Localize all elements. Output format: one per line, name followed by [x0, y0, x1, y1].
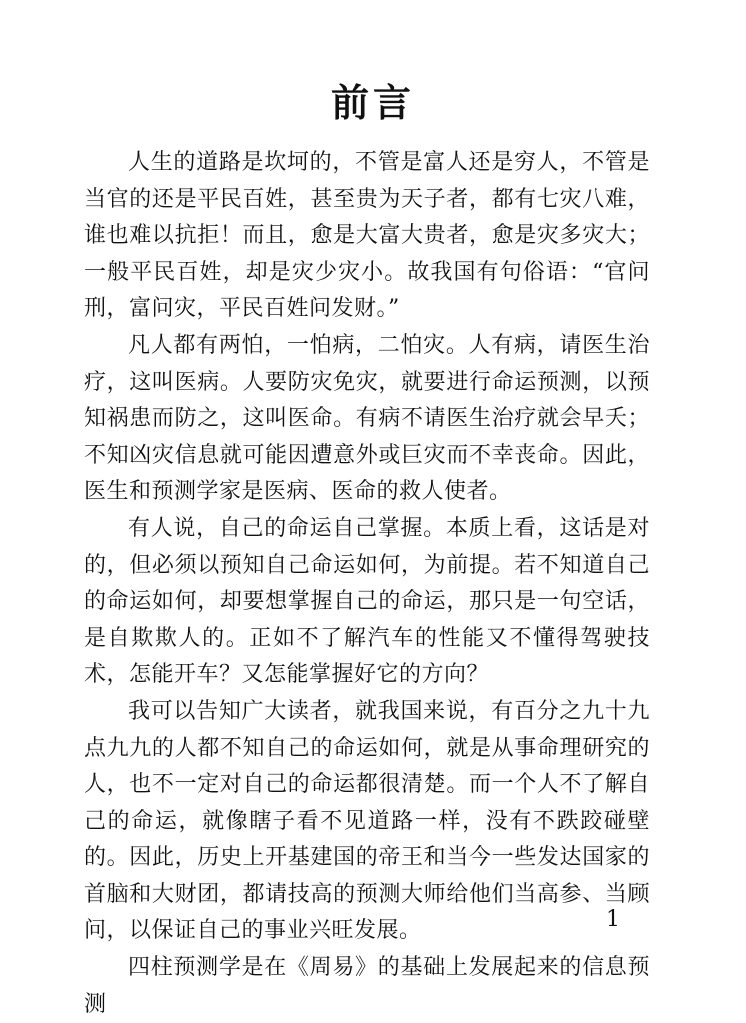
page-title: 前言 — [330, 81, 415, 125]
paragraph-5: 四柱预测学是在《周易》的基础上发展起来的信息预测 — [84, 955, 650, 1017]
page-number: 1 — [606, 907, 620, 932]
paragraph-4: 我可以告知广大读者，就我国来说，有百分之九十九点九九的人都不知自己的命运如何，就是从事命理研究的人，也不一定对自己的命运都很清楚。而一个人不了解自己的命运，就像瞎子看不见道路一样，没有不跌跤碰壁的。因此，历史上开基建国的帝王和当今一些发达国家的首脑和大财团，都请技高的预测大师给他们当高参、当顾问，以保证自己的事业兴旺发展。 — [84, 698, 650, 944]
body-text — [84, 145, 650, 1023]
paragraph-1: 人生的道路是坎坷的，不管是富人还是穷人，不管是当官的还是平民百姓，甚至贵为天子者，都有七灾八难，谁也难以抗拒！而且，愈是大富大贵者，愈是灾多灾大；一般平民百姓，却是灾少灾小。故我国有句俗语：“官问刑，富问灾，平民百姓问发财。” — [84, 150, 650, 322]
paragraph-3: 有人说，自己的命运自己掌握。本质上看，这话是对的，但必须以预知自己命运如何，为前提。若不知道自己的命运如何，却要想掌握自己的命运，那只是一句空话，是自欺欺人的。正如不了解汽车的性能又不懂得驾驶技术，怎能开车？又怎能掌握好它的方向？ — [84, 515, 650, 688]
paragraph-2: 凡人都有两怕，一怕病，二怕灾。人有病，请医生治疗，这叫医病。人要防灾免灾，就要进行命运预测，以预知祸患而防之，这叫医命。有病不请医生治疗就会早夭；不知凶灾信息就可能因遭意外或巨灾而不幸丧命。因此，医生和预测学家是医病、医命的救人使者。 — [84, 332, 650, 505]
